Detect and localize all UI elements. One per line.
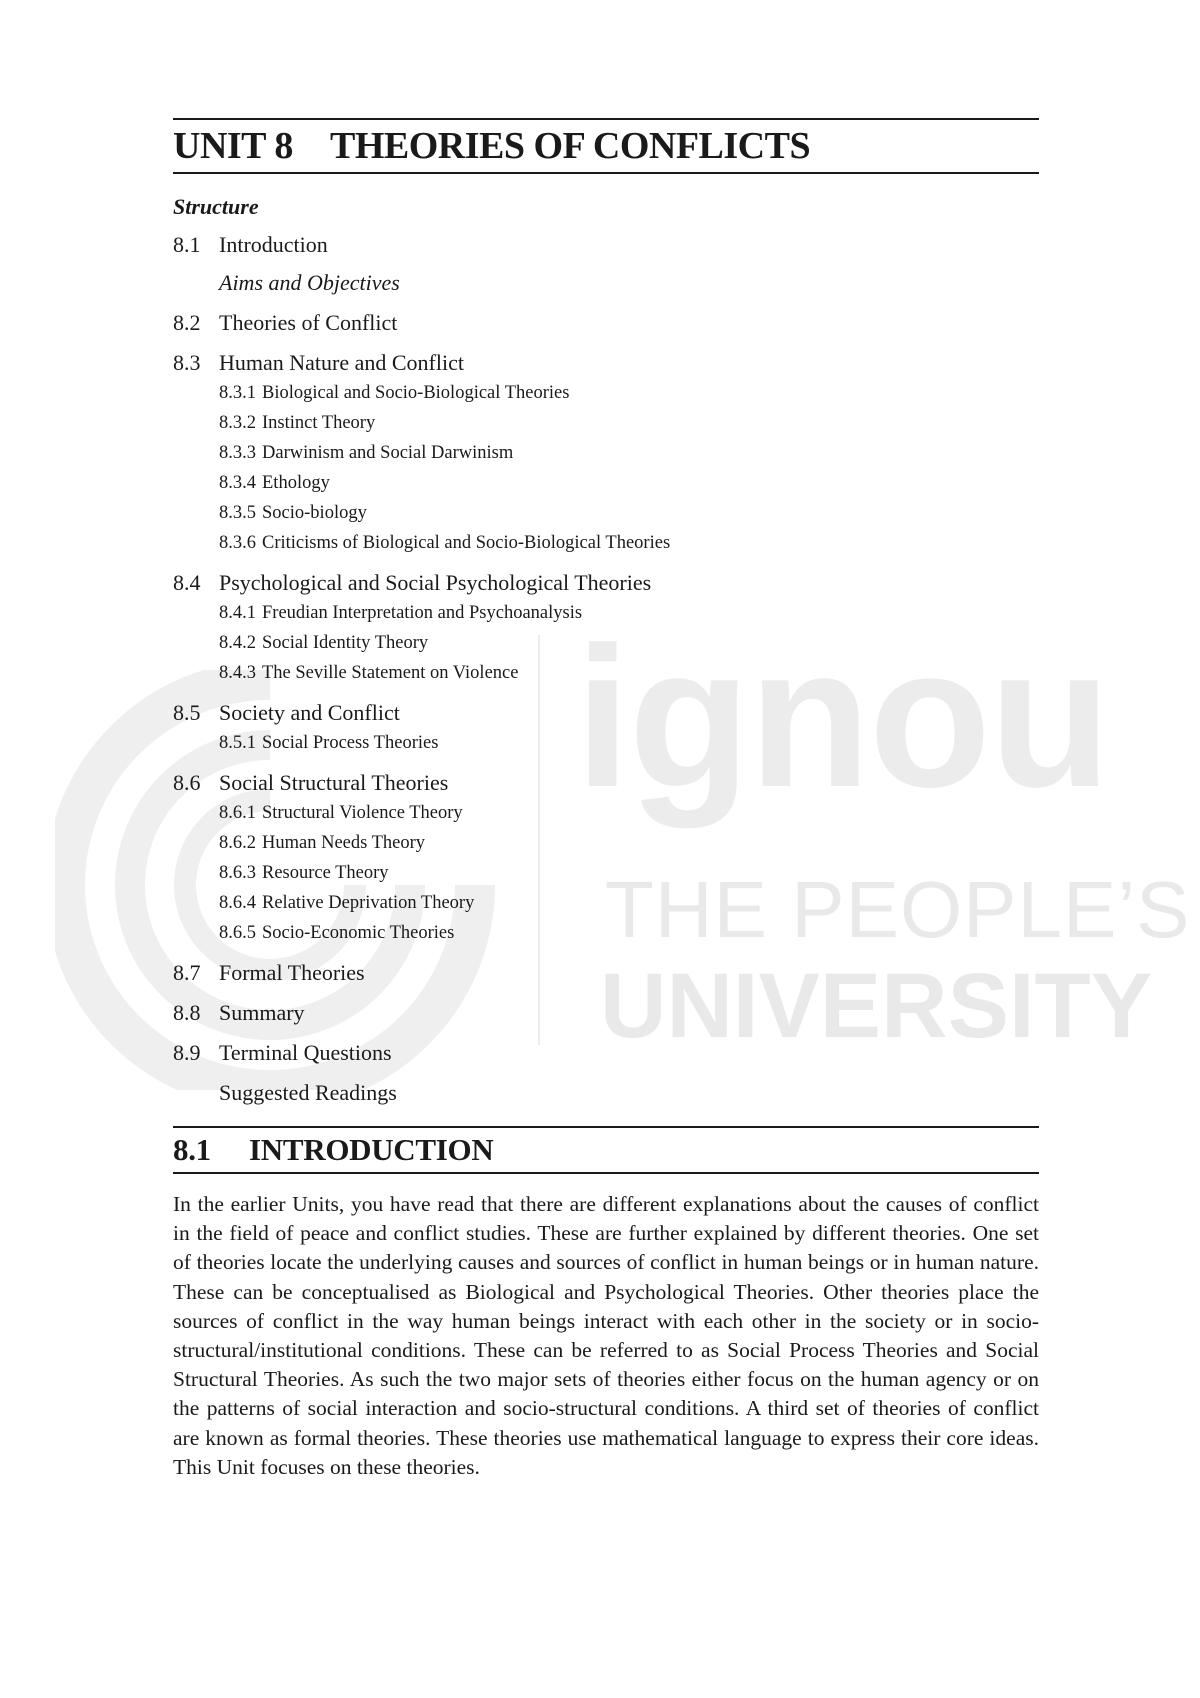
section-heading <box>173 1128 1039 1172</box>
toc-subsection-list <box>173 798 1039 948</box>
toc-subsection-label: Ethology <box>262 473 330 493</box>
unit-heading <box>173 120 1039 172</box>
toc-aims-objectives: Aims and Objectives <box>219 270 400 295</box>
toc-subsection-label: Relative Deprivation Theory <box>262 893 475 913</box>
toc-subsection-list <box>173 598 1039 688</box>
toc-subsection-number: 8.3.5 <box>219 503 256 523</box>
section-bottom-rule <box>173 1172 1039 1174</box>
toc-subsection-label: Biological and Socio-Biological Theories <box>262 383 570 403</box>
toc-subsection <box>219 658 1039 688</box>
toc-item-number: 8.4 <box>173 570 201 595</box>
toc-item-label: Theories of Conflict <box>219 310 398 335</box>
toc-item-label: Summary <box>219 1000 305 1025</box>
toc-subsection <box>219 438 1039 468</box>
table-of-contents <box>173 230 1039 1068</box>
toc-item <box>173 998 1039 1028</box>
toc-subsection <box>219 468 1039 498</box>
toc-subsection <box>219 628 1039 658</box>
toc-subsection-number: 8.4.1 <box>219 603 256 623</box>
toc-item <box>173 348 1039 378</box>
toc-item <box>173 568 1039 598</box>
toc-subsection-label: Resource Theory <box>262 863 389 883</box>
toc-item-number: 8.1 <box>173 232 201 257</box>
toc-subsection-number: 8.6.1 <box>219 803 256 823</box>
section-number: 8.1 <box>173 1132 211 1167</box>
toc-subsection-label: Socio-biology <box>262 503 367 523</box>
toc-subsection-label: Human Needs Theory <box>262 833 426 853</box>
toc-subsection-label: Structural Violence Theory <box>262 803 463 823</box>
toc-subsection-label: The Seville Statement on Violence <box>262 663 519 683</box>
toc-subsection <box>219 858 1039 888</box>
toc-subsection-number: 8.3.4 <box>219 473 256 493</box>
toc-subsection-list <box>173 728 1039 758</box>
toc-subsection-list <box>173 378 1039 558</box>
toc-subsection <box>219 888 1039 918</box>
toc-subsection-label: Social Identity Theory <box>262 633 429 653</box>
toc-item <box>173 1038 1039 1068</box>
toc-item-number: 8.3 <box>173 350 201 375</box>
toc-subsection-label: Darwinism and Social Darwinism <box>262 443 514 463</box>
toc-item-number: 8.5 <box>173 700 201 725</box>
toc-subsection-number: 8.6.3 <box>219 863 256 883</box>
toc-item-label: Social Structural Theories <box>219 770 449 795</box>
page-content <box>173 118 1039 1504</box>
toc-subsection-label: Freudian Interpretation and Psychoanalysis <box>262 603 583 623</box>
toc-subsection <box>219 408 1039 438</box>
toc-subsection-number: 8.6.4 <box>219 893 256 913</box>
toc-subsection-number: 8.3.6 <box>219 533 256 553</box>
toc-subsection <box>219 498 1039 528</box>
toc-subsection <box>219 918 1039 948</box>
toc-subsection-label: Criticisms of Biological and Socio-Biological Theories <box>262 533 671 553</box>
toc-subsection-number: 8.5.1 <box>219 733 256 753</box>
toc-subsection-number: 8.4.3 <box>219 663 256 683</box>
toc-item-label: Introduction <box>219 232 328 257</box>
toc-item-number: 8.6 <box>173 770 201 795</box>
toc-item <box>173 308 1039 338</box>
toc-suggested-readings: Suggested Readings <box>219 1080 397 1105</box>
toc-subsection-number: 8.3.2 <box>219 413 256 433</box>
toc-subsection-number: 8.6.2 <box>219 833 256 853</box>
toc-item <box>173 698 1039 728</box>
title-underline-rule <box>173 172 1039 174</box>
toc-item <box>173 230 1039 260</box>
toc-subsection-number: 8.4.2 <box>219 633 256 653</box>
toc-item-label: Psychological and Social Psychological Theories <box>219 570 652 595</box>
toc-subsection <box>219 528 1039 558</box>
watermark-tagline-2: UNIVERSITY <box>600 955 1153 1057</box>
toc-subsection-number: 8.6.5 <box>219 923 256 943</box>
toc-item-number: 8.2 <box>173 310 201 335</box>
toc-item-label: Terminal Questions <box>219 1040 392 1065</box>
toc-item-number: 8.8 <box>173 1000 201 1025</box>
toc-item-label: Society and Conflict <box>219 700 400 725</box>
toc-subsection-number: 8.3.1 <box>219 383 256 403</box>
intro-paragraph: In the earlier Units, you have read that there are different explanations about the causes of conflict in the field of peace and conflict studies. These are further explained by different theories. One set of theories locate the underlying causes and sources of conflict in human beings or in human nature. These can be conceptualised as Biological and Psychological Theories. Other theories place the sources of conflict in the way human beings interact with each other in the society or in socio-structural/institutional conditions. These can be referred to as Social Process Theories and Social Structural Theories. As such the two major sets of theories either focus on the human agency or on the patterns of social interaction and socio-structural conditions. A third set of theories of conflict are known as formal theories. These theories use mathematical language to express their core ideas. This Unit focuses on these theories. <box>173 1192 1039 1479</box>
toc-subsection <box>219 828 1039 858</box>
section-title: INTRODUCTION <box>249 1132 494 1167</box>
toc-item-label: Human Nature and Conflict <box>219 350 464 375</box>
toc-item-number: 8.9 <box>173 1040 201 1065</box>
toc-subsection <box>219 728 1039 758</box>
toc-item <box>173 768 1039 798</box>
toc-item-label: Formal Theories <box>219 960 365 985</box>
unit-number: UNIT 8 <box>173 125 293 167</box>
toc-subsection-label: Social Process Theories <box>262 733 439 753</box>
unit-title: THEORIES OF CONFLICTS <box>330 125 811 167</box>
toc-subsection <box>219 598 1039 628</box>
toc-item <box>173 958 1039 988</box>
watermark-tagline-1: THE PEOPLE’S <box>605 865 1191 954</box>
structure-label: Structure <box>173 194 259 219</box>
toc-subsection-number: 8.3.3 <box>219 443 256 463</box>
toc-subsection <box>219 798 1039 828</box>
toc-subsection-label: Socio-Economic Theories <box>262 923 455 943</box>
toc-item-number: 8.7 <box>173 960 201 985</box>
watermark-word: ignou <box>575 606 1110 829</box>
toc-subsection <box>219 378 1039 408</box>
toc-subsection-label: Instinct Theory <box>262 413 376 433</box>
